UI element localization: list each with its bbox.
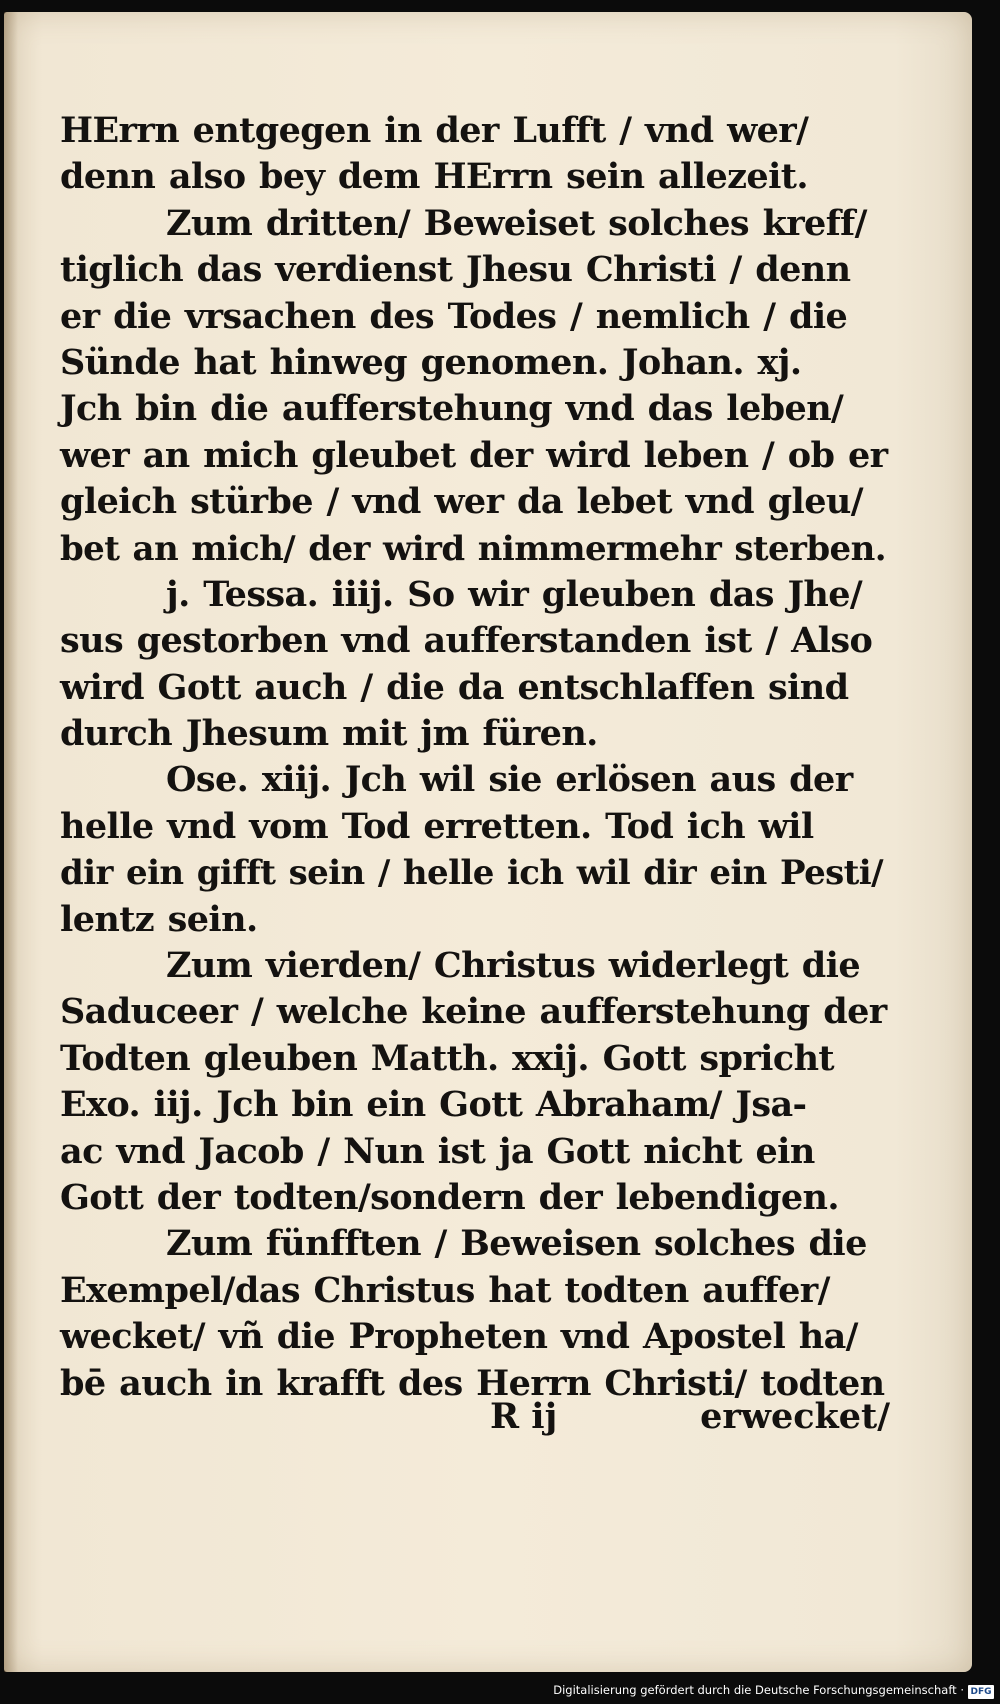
text-line: dir ein gifft sein / helle ich wil dir ein Pesti/ — [60, 853, 883, 894]
signature-mark: R ij — [490, 1396, 558, 1437]
text-line: Sünde hat hinweg genomen. Johan. xj. — [60, 341, 802, 383]
text-line: wer an mich gleubet der wird leben / ob er — [60, 434, 888, 476]
text-line: Ose. xiij. Jch wil sie erlösen aus der — [166, 759, 853, 801]
text-line: Jch bin die aufferstehung vnd das leben/ — [60, 388, 844, 430]
text-line: Todten gleuben Matth. xxij. Gott spricht — [60, 1037, 834, 1079]
text-line: lentz sein. — [60, 898, 258, 940]
text-line: Zum dritten/ Beweiset solches kreff/ — [166, 202, 867, 244]
text-line: helle vnd vom Tod erretten. Tod ich wil — [60, 805, 814, 847]
text-line: j. Tessa. iiij. So wir gleuben das Jhe/ — [166, 573, 863, 615]
text-line: tiglich das verdienst Jhesu Christi / denn — [60, 249, 851, 291]
text-line: Gott der todten/sondern der lebendigen. — [60, 1176, 839, 1218]
text-line: Saduceer / welche keine aufferstehung der — [60, 991, 887, 1033]
book-page — [4, 12, 972, 1672]
page-footer-line — [60, 1396, 890, 1446]
text-line: Zum fünfften / Beweisen solches die — [166, 1223, 867, 1265]
page-text-block — [60, 108, 890, 1407]
text-line: denn also bey dem HErrn sein allezeit. — [60, 156, 808, 198]
text-line: wird Gott auch / die da entschlaffen sind — [60, 666, 849, 708]
catchword: erwecket/ — [700, 1396, 890, 1437]
digitization-credit-bar — [0, 1674, 1000, 1704]
funding-credit-text: Digitalisierung gefördert durch die Deutsche Forschungsgemeinschaft · — [553, 1683, 964, 1697]
text-line: bet an mich/ der wird nimmermehr sterben. — [60, 528, 886, 569]
text-line: Zum vierden/ Christus widerlegt die — [166, 945, 860, 987]
text-line: wecket/ vñ die Propheten vnd Apostel ha/ — [60, 1316, 858, 1358]
page-gutter-shadow — [4, 12, 18, 1672]
text-line: gleich stürbe / vnd wer da lebet vnd gleu/ — [60, 481, 863, 523]
text-line: Exo. iij. Jch bin ein Gott Abraham/ Jsa- — [60, 1084, 807, 1126]
text-line: bē auch in krafft des Herrn Christi/ todten — [60, 1362, 885, 1404]
text-line: sus gestorben vnd aufferstanden ist / Also — [60, 620, 873, 662]
text-line: er die vrsachen des Todes / nemlich / die — [60, 295, 848, 337]
text-line: Exempel/das Christus hat todten auffer/ — [60, 1269, 830, 1311]
dfg-logo-icon: DFG — [968, 1685, 994, 1699]
text-line: HErrn entgegen in der Lufft / vnd wer/ — [60, 110, 809, 151]
text-line: ac vnd Jacob / Nun ist ja Gott nicht ein — [60, 1130, 815, 1172]
text-line: durch Jhesum mit jm füren. — [60, 713, 598, 755]
